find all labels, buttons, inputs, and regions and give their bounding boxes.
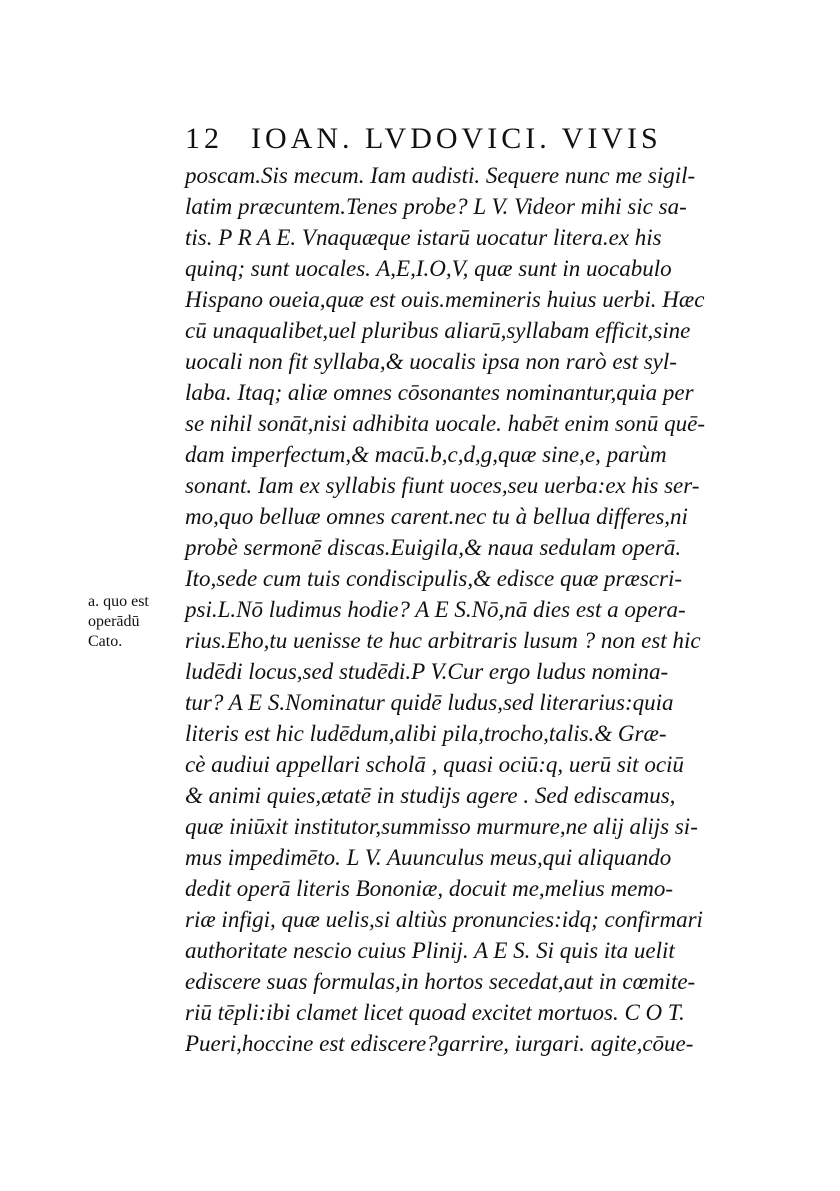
text-line: se nihil sonāt,nisi adhibita uocale. habēt enim sonū quē- — [185, 411, 706, 436]
text-line: uocali non fit syllaba,& uocalis ipsa non rarò est syl- — [185, 349, 677, 374]
body-text — [185, 160, 705, 1059]
margin-note-line: Cato. — [88, 633, 123, 650]
text-line: latim præcuntem.Tenes probe? L V. Videor mihi sic sa- — [185, 194, 687, 219]
text-line: quinq; sunt uocales. A,E,I.O,V, quæ sunt in uocabulo — [185, 256, 672, 281]
text-line: & animi quies,ætatē in studijs agere . Sed ediscamus, — [185, 783, 676, 808]
text-line: laba. Itaq; aliæ omnes cōsonantes nominantur,quia per — [185, 380, 694, 405]
margin-note-line: a. quo est — [88, 593, 149, 610]
text-line: mo,quo belluæ omnes carent.nec tu à bellua differes,ni — [185, 504, 688, 529]
text-line: rius.Eho,tu uenisse te huc arbitraris lusum ? non est hic — [185, 628, 701, 653]
running-title: IOAN. LVDOVICI. VIVIS — [251, 122, 662, 155]
text-line: tur? A E S.Nominatur quidē ludus,sed literarius:quia — [185, 690, 674, 715]
margin-note — [88, 592, 178, 652]
text-line: tis. P R A E. Vnaquæque istarū uocatur litera.ex his — [185, 225, 662, 250]
text-line: dam imperfectum,& macū.b,c,d,g,quæ sine,e, parùm — [185, 442, 667, 467]
text-line: riū tēpli:ibi clamet licet quoad excitet mortuos. C O T. — [185, 1000, 685, 1025]
text-line: poscam.Sis mecum. Iam audisti. Sequere nunc me sigil- — [185, 163, 696, 188]
text-line: literis est hic ludēdum,alibi pila,trocho,talis.& Græ- — [185, 721, 667, 746]
text-line: probè sermonē discas.Euigila,& naua sedulam operā. — [185, 535, 682, 560]
text-line: quæ iniūxit institutor,summisso murmure,ne alij alijs si- — [185, 814, 698, 839]
text-line: ludēdi locus,sed studēdi.P V.Cur ergo ludus nomina- — [185, 659, 669, 684]
text-line: ediscere suas formulas,in hortos secedat,aut in cœmite- — [185, 969, 696, 994]
text-line: dedit operā literis Bononiæ, docuit me,melius memo- — [185, 876, 674, 901]
text-line: Hispano oueia,quæ est ouis.memineris huius uerbi. Hæc — [185, 287, 705, 312]
text-line: Pueri,hoccine est ediscere?garrire, iurgari. agite,cōue- — [185, 1031, 694, 1056]
text-line: psi.L.Nō ludimus hodie? A E S.Nō,nā dies est a opera- — [185, 597, 686, 622]
text-line: mus impedimēto. L V. Auunculus meus,qui aliquando — [185, 845, 672, 870]
text-line: authoritate nescio cuius Plinij. A E S. Si quis ita uelit — [185, 938, 675, 963]
text-line: Ito,sede cum tuis condiscipulis,& edisce quæ præscri- — [185, 566, 682, 591]
running-header — [185, 122, 662, 156]
text-line: cè audiui appellari scholā , quasi ociū:q, uerū sit ociū — [185, 752, 684, 777]
margin-note-line: operādū — [88, 613, 140, 630]
page-number: 12 — [185, 122, 223, 155]
text-line: riæ infigi, quæ uelis,si altiùs pronuncies:idq; confirmari — [185, 907, 703, 932]
text-line: sonant. Iam ex syllabis fiunt uoces,seu uerba:ex his ser- — [185, 473, 700, 498]
text-line: cū unaqualibet,uel pluribus aliarū,syllabam efficit,sine — [185, 318, 691, 343]
